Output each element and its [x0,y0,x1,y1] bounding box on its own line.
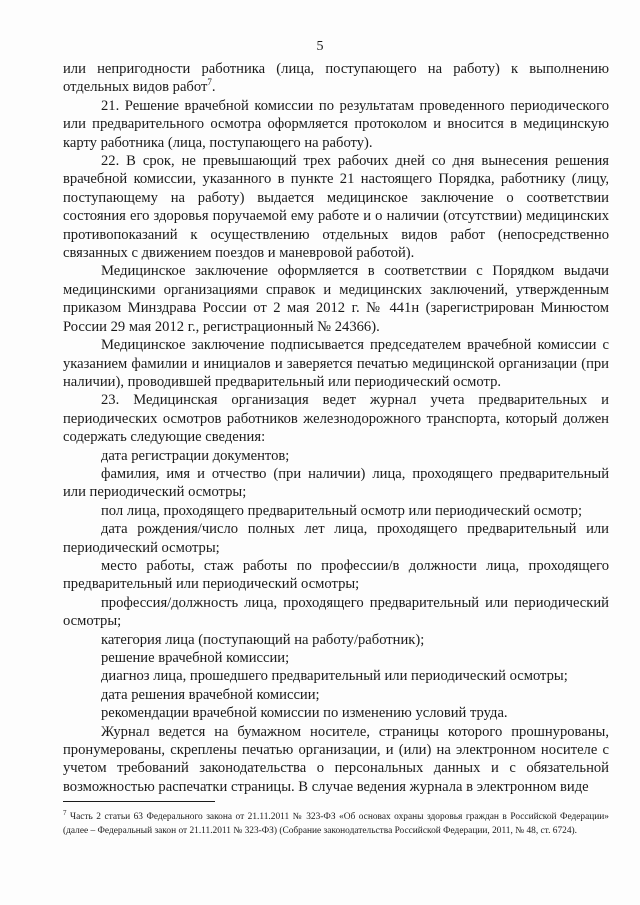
list-item: профессия/должность лица, проходящего предварительный или периодический осмотры; [63,594,609,630]
list-item: пол лица, проходящего предварительный осмотр или периодический осмотр; [101,502,583,519]
footnote-text: Часть 2 статьи 63 Федерального закона от 21.11.2011 № 323-ФЗ «Об основах охраны здоровья граждан в Российской Федерации» (далее – Федеральный закон от 21.11.2011 № 323-ФЗ) (Собрание законодательства Российской Федерации, 2011, № 48, ст. 6724). [63,812,609,836]
page-number: 5 [316,39,324,54]
list-item: дата регистрации документов; [101,447,290,464]
footnote-divider [63,801,215,802]
paragraph: 23. Медицинская организация ведет журнал учета предварительных и периодических осмотров работников железнодорожного транспорта, который должен содержать следующие сведения: [63,392,609,446]
footnote [63,808,609,838]
paragraph: 22. В срок, не превышающий трех рабочих дней со дня вынесения решения врачебной комиссии, указанного в пункте 21 настоящего Порядка, работнику (лицу, поступающему на работу) выдается медицинское заключение о соответствии состояния его здоровья поручаемой ему работе и о наличии (отсутствии) медицинских противопоказаний к осуществлению отдельных видов работ (непосредственно связанных с движением поездов и маневровой работой). [63,153,609,262]
list-item: место работы, стаж работы по профессии/в должности лица, проходящего предварительный или периодический осмотры; [63,557,609,593]
list-item: рекомендации врачебной комиссии по изменению условий труда. [101,705,508,722]
list-item: фамилия, имя и отчество (при наличии) лица, проходящего предварительный или периодический осмотры; [63,465,609,501]
list-item: диагноз лица, прошедшего предварительный или периодический осмотры; [101,668,568,685]
paragraph: Медицинское заключение оформляется в соответствии с Порядком выдачи медицинскими организациями справок и медицинских заключений, утвержденным приказом Минздрава России от 2 мая 2012 г. № 441н (зарегистрирован Минюстом России 29 мая 2012 г., регистрационный № 24366). [63,263,609,335]
paragraph: Журнал ведется на бумажном носителе, страницы которого прошнурованы, пронумерованы, скреплены печатью организации, и (или) на электронном носителе с учетом требований законодательства о персональных данных и с обязательной возможностью распечатки страницы. В случае ведения журнала в электронном виде [63,723,609,795]
footnote-marker: 7 [63,808,67,817]
paragraph: или непригодности работника (лица, поступающего на работу) к выполнению отдельных видов работ$^7$. [63,61,609,96]
document-body [63,60,609,796]
list-item: решение врачебной комиссии; [101,650,290,666]
list-item: дата рождения/число полных лет лица, проходящего предварительный или периодический осмотры; [63,521,609,556]
paragraph: Медицинское заключение подписывается председателем врачебной комиссии с указанием фамилии и инициалов и заверяется печатью медицинской организации (при наличии), проводившей предварительный или периодический осмотр. [63,337,609,390]
list-item: дата решения врачебной комиссии; [101,686,320,703]
list-item: категория лица (поступающий на работу/работник); [101,631,425,648]
footnote-reference: 7 [207,77,212,88]
paragraph: 21. Решение врачебной комиссии по результатам проведенного периодического или предварительного осмотра оформляется протоколом и вносится в медицинскую карту работника (лица, поступающего на работу). [63,97,609,151]
